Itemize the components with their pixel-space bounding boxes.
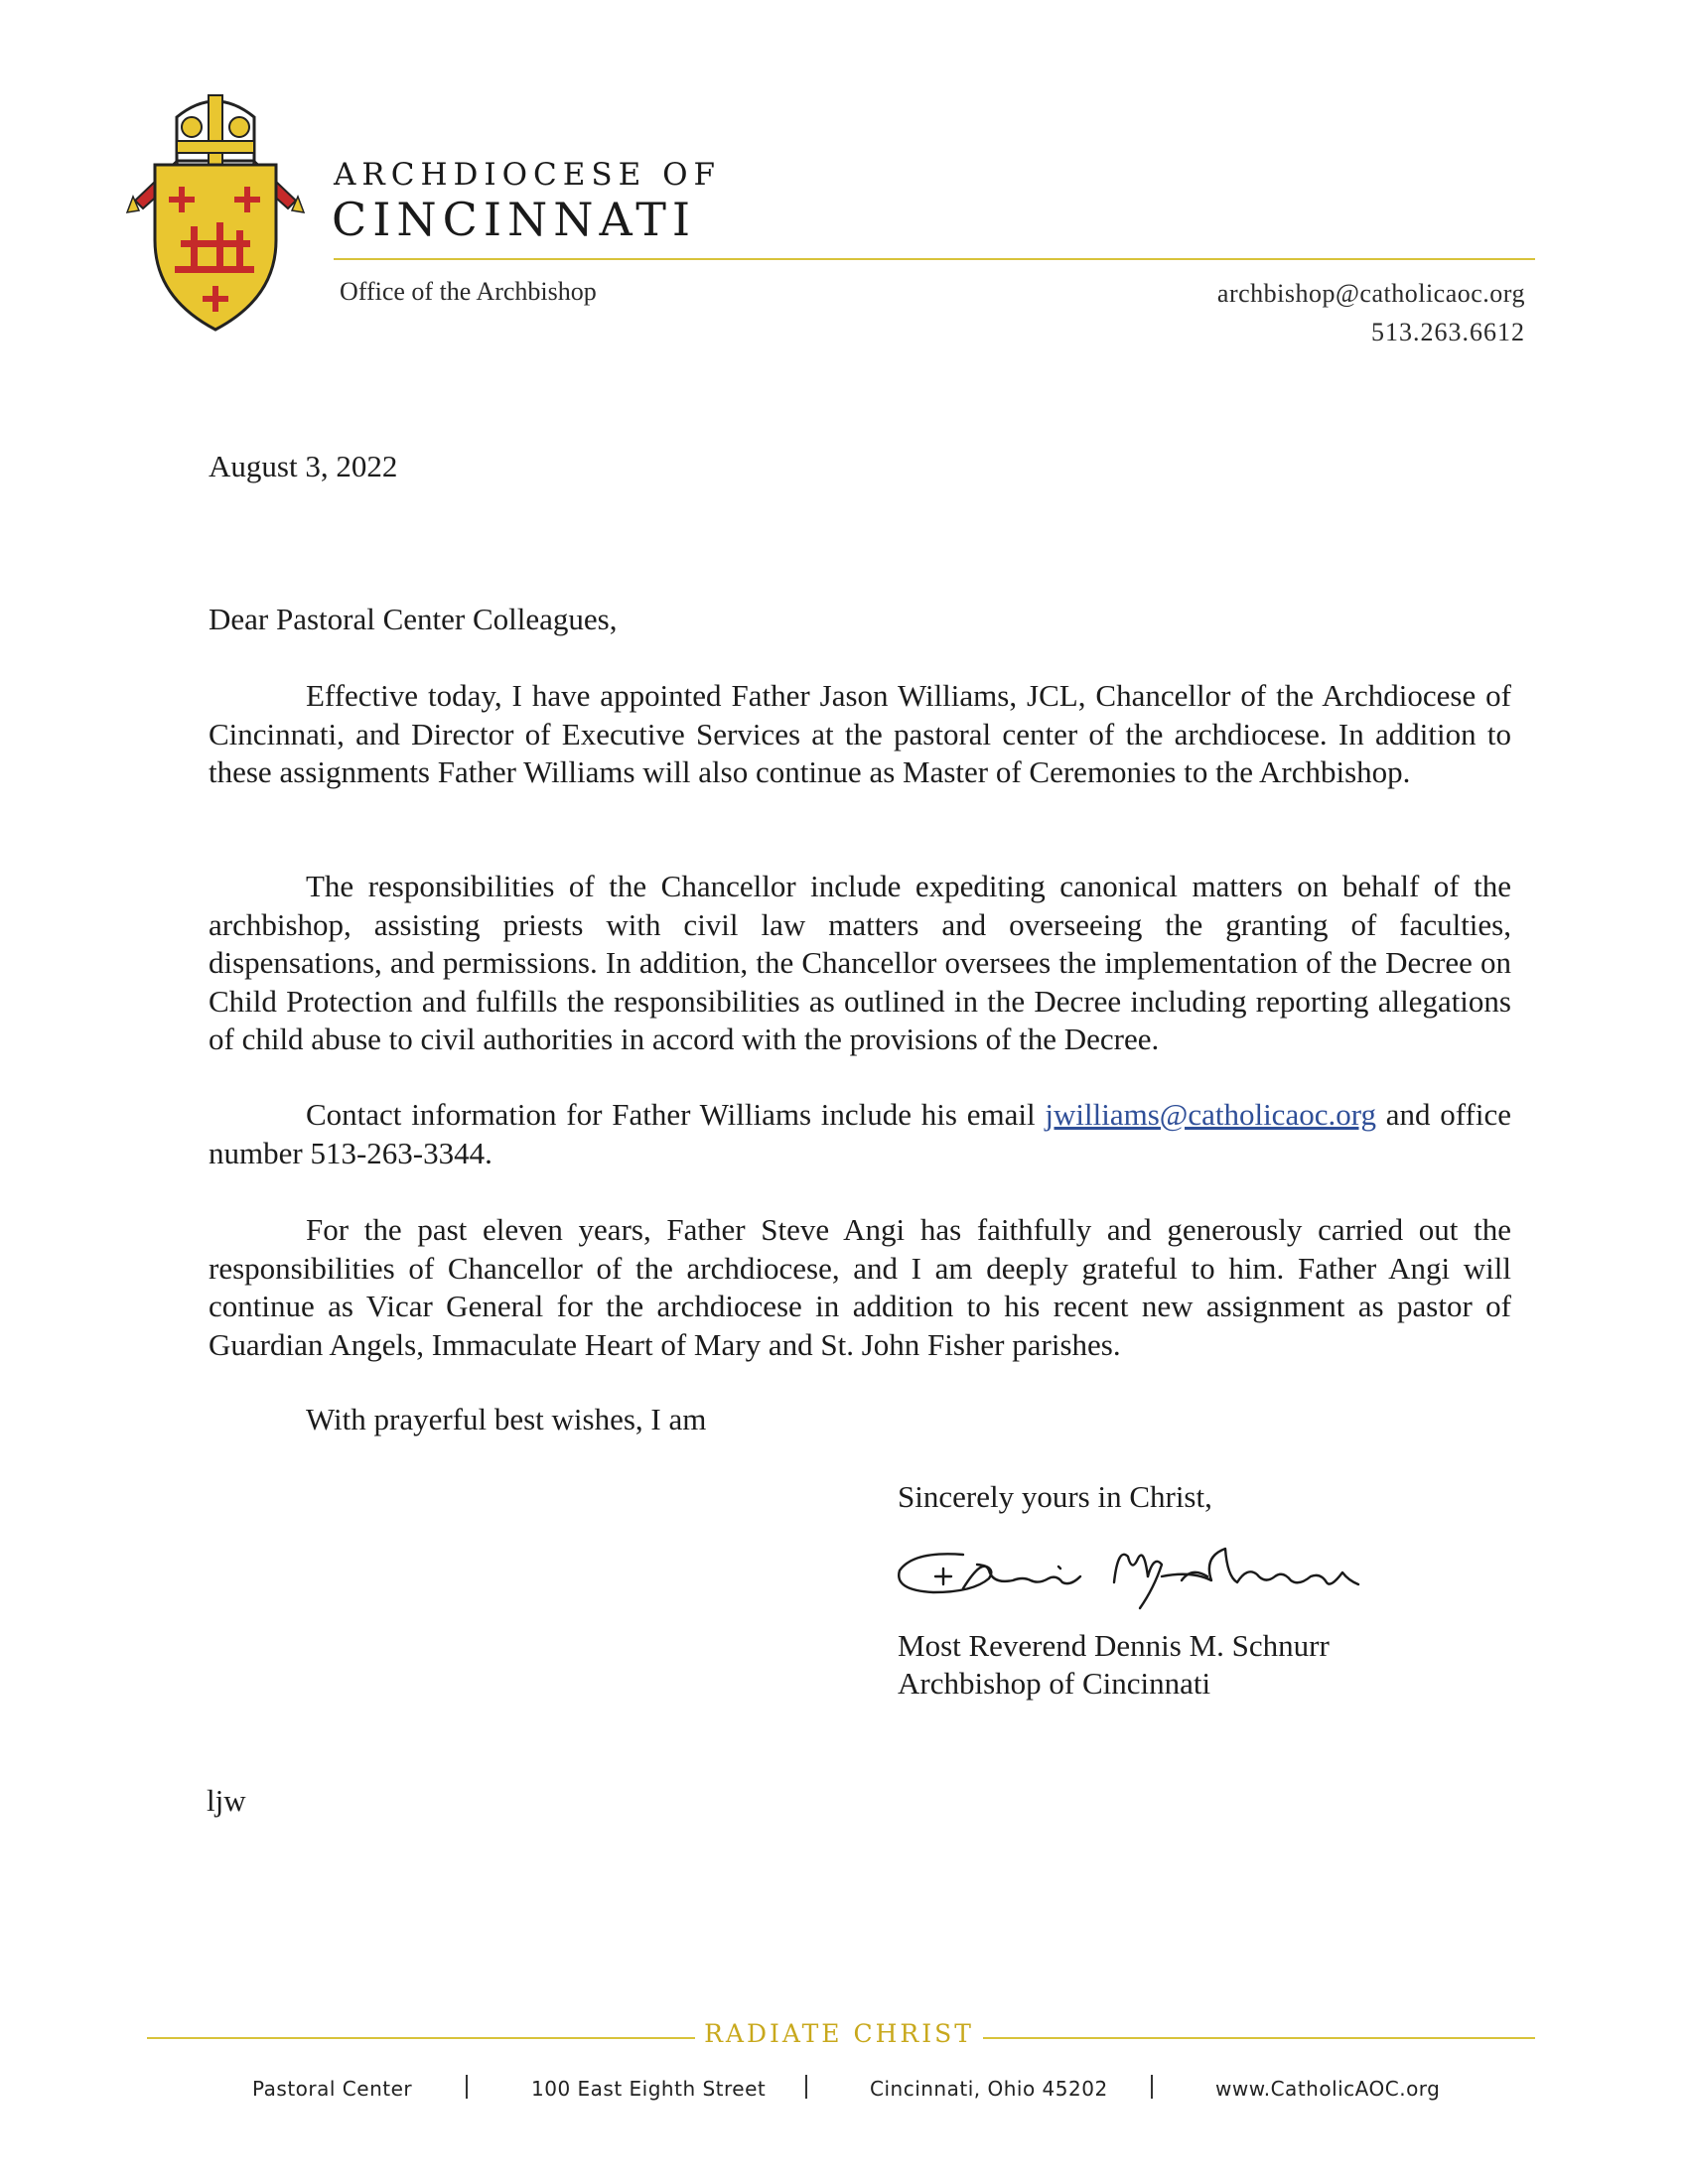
salutation: Dear Pastoral Center Colleagues, [209, 602, 618, 636]
footer-street: 100 East Eighth Street [531, 2077, 767, 2101]
footer-location: Pastoral Center [252, 2077, 413, 2101]
org-name-line2: CINCINNATI [332, 193, 697, 246]
typist-initials: ljw [207, 1783, 246, 1818]
paragraph-appointment: Effective today, I have appointed Father Jason Williams, JCL, Chancellor of the Archdiocese of Cincinnati, and Director of Executive Services at the pastoral center of the archdiocese. In addition to these assignments Father Williams will also continue as Master of Ceremonies to the Archbishop. [209, 678, 1511, 789]
org-name-line1: ARCHDIOCESE OF [334, 157, 721, 193]
contact-text-after: and office number 513-263-3344. [209, 1097, 1511, 1170]
paragraph-gratitude: For the past eleven years, Father Steve Angi has faithfully and generously carried out the responsibilities of Chancellor of the archdiocese, and I am deeply grateful to him. Father Angi will continue as Vicar General for the archdiocese in addition to his recent new assignment as pastor of Guardian Angels, Immaculate Heart of Mary and St. John Fisher parishes. [209, 1212, 1511, 1362]
contact-text-before: Contact information for Father Williams include his email [306, 1097, 1046, 1132]
letter-date: August 3, 2022 [209, 449, 398, 483]
footer-city: Cincinnati, Ohio 45202 [870, 2077, 1108, 2101]
footer-rule-right [983, 2037, 1535, 2039]
footer-separator [466, 2075, 468, 2099]
handwritten-signature-icon [894, 1537, 1390, 1628]
office-name: Office of the Archbishop [340, 277, 597, 306]
paragraph-responsibilities: The responsibilities of the Chancellor include expediting canonical matters on behalf of the archbishop, assisting priests with civil law matters and overseeing the granting of faculties, dispensations, and permissions. In addition, the Chancellor oversees the implementation of the Decree on Child Protection and fulfills the responsibilities as outlined in the Decree including reporting allegations of child abuse to civil authorities in accord with the provisions of the Decree. [209, 869, 1511, 1056]
signer-name: Most Reverend Dennis M. Schnurr [898, 1628, 1330, 1663]
footer-separator [1151, 2075, 1153, 2099]
footer-motto: RADIATE CHRIST [704, 2019, 974, 2048]
williams-email-link[interactable]: jwilliams@catholicaoc.org [1045, 1097, 1376, 1132]
footer-separator [805, 2075, 807, 2099]
letterhead-email: archbishop@catholicaoc.org [1216, 279, 1525, 308]
closing-line: With prayerful best wishes, I am [306, 1402, 707, 1436]
sign-off: Sincerely yours in Christ, [898, 1479, 1212, 1514]
paragraph-contact [209, 1096, 1511, 1172]
letterhead-phone: 513.263.6612 [1371, 318, 1525, 346]
letterhead-divider [334, 258, 1535, 260]
footer-website[interactable]: www.CatholicAOC.org [1215, 2077, 1441, 2101]
footer-rule-left [147, 2037, 695, 2039]
archdiocese-crest-icon [125, 91, 306, 334]
signer-title: Archbishop of Cincinnati [898, 1666, 1211, 1701]
